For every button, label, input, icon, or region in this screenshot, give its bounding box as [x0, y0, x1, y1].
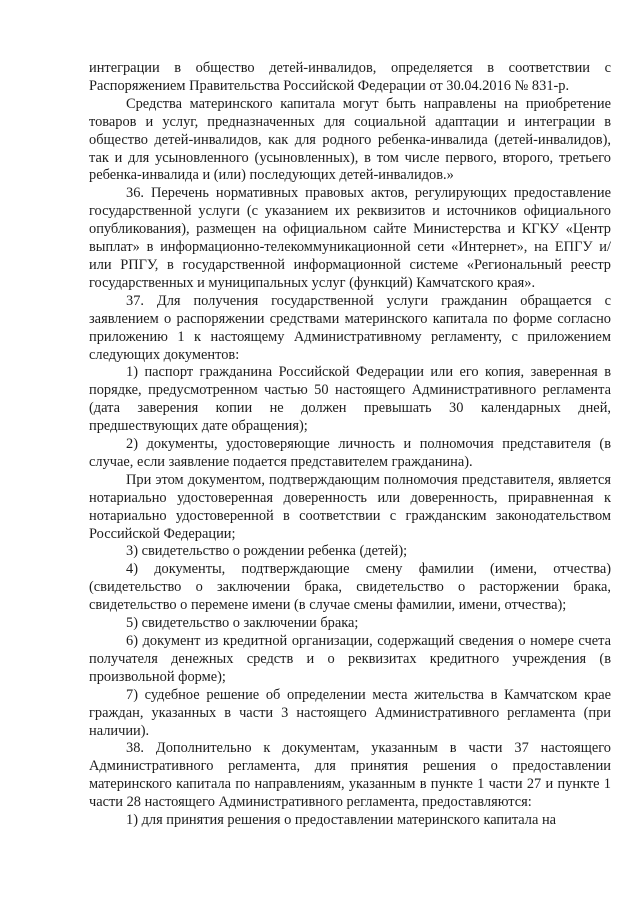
list-item-37-2: 2) документы, удостоверяющие личность и полномочия представителя (в случае, если заявление подается представителем гражданина). — [89, 436, 611, 470]
list-item-37-3: 3) свидетельство о рождении ребенка (детей); — [126, 543, 408, 560]
list-item-37-6: 6) документ из кредитной организации, содержащий сведения о номере счета получателя денежных средств и о реквизитах кредитного учреждения (в произвольной форме); — [89, 633, 611, 685]
paragraph-continuation: интеграции в общество детей-инвалидов, определяется в соответствии с Распоряжением Правительства Российской Федерации от 30.04.2016 № 831-р. — [89, 60, 611, 94]
paragraph-37: 37. Для получения государственной услуги гражданин обращается с заявлением о распоряжении средствами материнского капитала по форме согласно приложению 1 к настоящему Административному регламенту, с приложением следующих документов: — [89, 292, 611, 363]
paragraph-36: 36. Перечень нормативных правовых актов, регулирующих предоставление государственной услуги (с указанием их реквизитов и источников официального опубликования), размещен на официальном сайте Министерства и КГКУ «Центр выплат» в информационно-телекоммуникационной сети «Интернет», на ЕПГУ и/или РПГУ, в государственной информационной системе «Региональный реестр государственных и муниципальных услуг (функций) Камчатского края». — [89, 185, 611, 291]
list-item-37-1: 1) паспорт гражданина Российской Федерации или его копия, заверенная в порядке, предусмотренном частью 50 настоящего Административного регламента (дата заверения копии не должен превышать 30 календарных дней, предшествующих дате обращения); — [89, 364, 611, 435]
paragraph-capital-funds: Средства материнского капитала могут быть направлены на приобретение товаров и услуг, предназначенных для социальной адаптации и интеграции в общество детей-инвалидов, как для родного ребенка-инвалида (детей-инвалидов), так и для усыновленного (усыновленных), в том числе первого, второго, третьего ребенка-инвалида и (или) последующих детей-инвалидов.» — [89, 95, 611, 184]
list-item-37-4: 4) документы, подтверждающие смену фамилии (имени, отчества) (свидетельство о заключении брака, свидетельство о расторжении брака, свидетельство о перемене имени (в случае смены фамилии, имени, отчества); — [89, 561, 611, 614]
paragraph-representative: При этом документом, подтверждающим полномочия представителя, является нотариально удостоверенная доверенность или доверенность, приравненная к нотариально удостоверенной в соответствии с гражданским законодательством Российской Федерации; — [89, 471, 611, 542]
list-item-37-7: 7) судебное решение об определении места жительства в Камчатском крае граждан, указанных в части 3 настоящего Административного регламента (при наличии). — [89, 686, 611, 739]
paragraph-38: 38. Дополнительно к документам, указанным в части 37 настоящего Административного регламента, для принятия решения о предоставлении материнского капитала по направлениям, указанным в пункте 1 части 27 и пункте 1 части 28 настоящего Административного регламента, предоставляются: — [89, 740, 611, 811]
document-body — [89, 60, 611, 830]
list-item-38-1: 1) для принятия решения о предоставлении материнского капитала на — [126, 812, 557, 829]
list-item-37-5: 5) свидетельство о заключении брака; — [126, 615, 359, 632]
